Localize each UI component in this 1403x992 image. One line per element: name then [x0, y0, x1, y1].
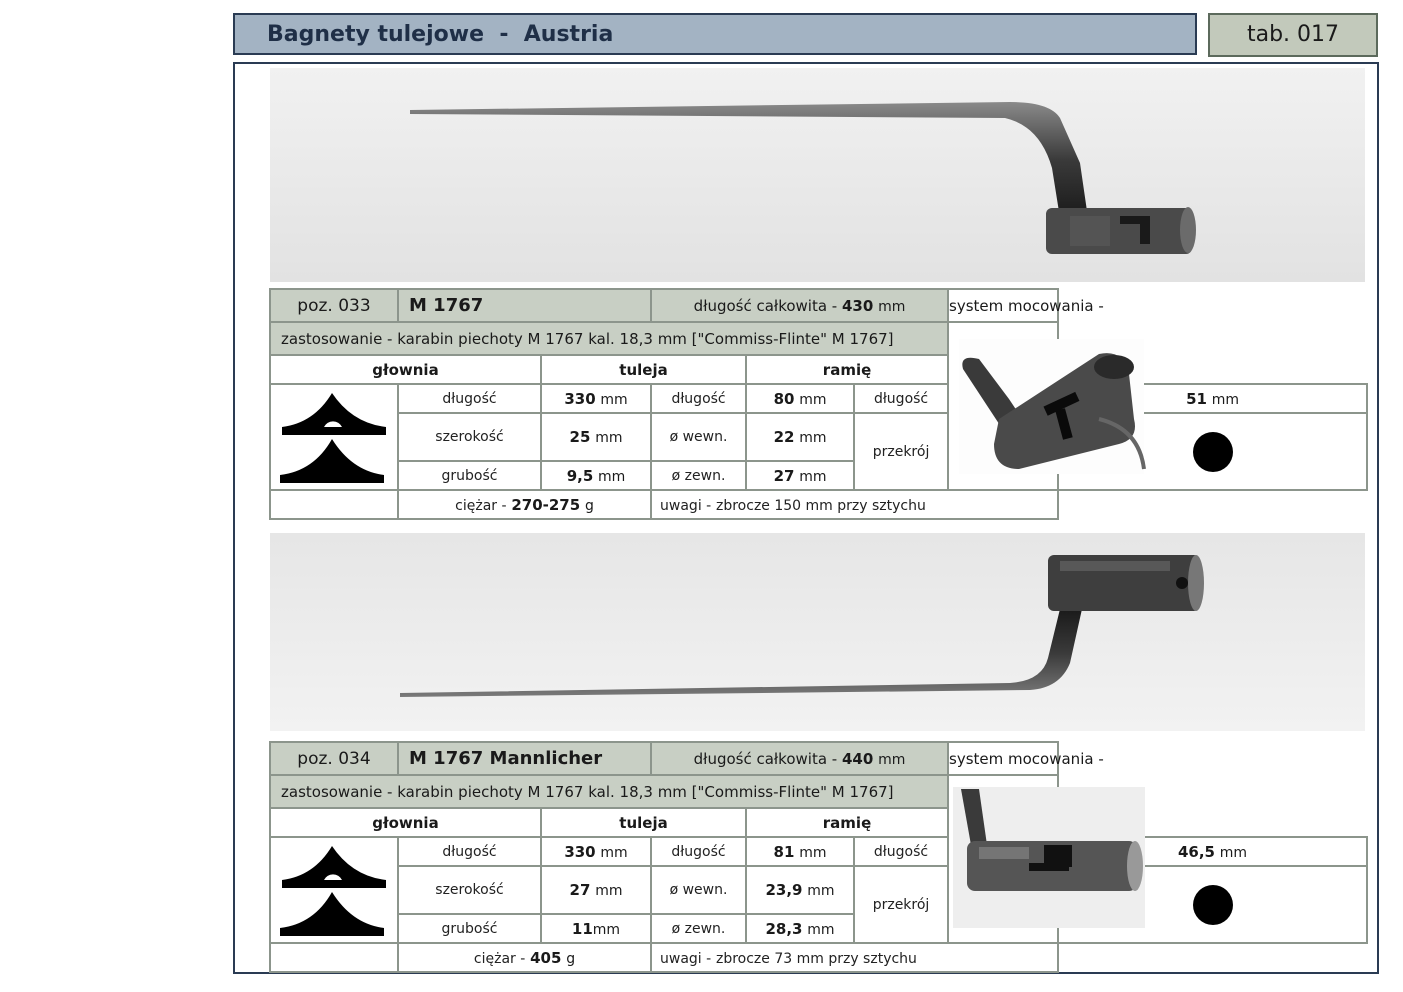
round-cross-section-icon [1193, 432, 1233, 472]
socket-length-value: 80 [773, 389, 795, 408]
unit: mm [799, 844, 827, 861]
blade-thickness-cell [541, 461, 651, 490]
unit: mm [592, 921, 621, 938]
socket-inner-label: ø wewn. [651, 413, 746, 461]
arm-length-label: długość [854, 384, 948, 413]
round-cross-section-icon [1193, 885, 1233, 925]
blade-header: głownia [270, 355, 541, 384]
poz-label: poz. [297, 295, 333, 316]
weight-value: 270-275 [511, 495, 581, 514]
socket-header: tuleja [541, 355, 746, 384]
blade-width-value: 25 [569, 428, 591, 446]
socket-inner-value: 22 [773, 428, 795, 446]
socket-inner-cell [746, 866, 854, 914]
weight-cell [398, 943, 651, 972]
blade-width-cell [541, 866, 651, 914]
socket-outer-cell [746, 461, 854, 490]
spec-table-033 [269, 288, 1368, 520]
unit: g [566, 950, 576, 967]
unit: mm [595, 883, 623, 899]
socket-outer-value: 28,3 [765, 919, 803, 938]
poz-cell [270, 742, 398, 775]
unit: mm [799, 391, 827, 408]
total-length-cell [651, 289, 948, 322]
blade-length-value: 330 [564, 389, 596, 408]
notes-label: uwagi - [660, 950, 712, 967]
socket-inner-label: ø wewn. [651, 866, 746, 914]
blade-length-label: długość [398, 837, 541, 866]
usage-text: zastosowanie - karabin piechoty M 1767 kal. 18,3 mm ["Commiss-Flinte" M 1767] [270, 322, 948, 355]
notes-cell [651, 490, 1058, 519]
blade-cross-section-cell [270, 837, 398, 943]
total-length-cell [651, 742, 948, 775]
weight-value: 405 [530, 948, 562, 967]
mount-system-image [949, 785, 1149, 930]
unit: mm [1219, 844, 1248, 861]
poz-number: 033 [338, 295, 371, 316]
unit: mm [807, 883, 835, 899]
empty-cell [270, 490, 398, 519]
socket-header: tuleja [541, 808, 746, 837]
total-length-label: długość całkowita - [693, 749, 838, 768]
blade-cross-section-icon [274, 838, 394, 938]
unit: mm [878, 751, 906, 768]
mount-system-image [949, 329, 1149, 479]
page-header [233, 13, 1197, 55]
blade-cross-section-icon [274, 385, 394, 485]
arm-section-label: przekrój [854, 866, 948, 943]
socket-length-label: długość [651, 384, 746, 413]
unit: mm [595, 430, 623, 446]
total-length-label: długość całkowita - [693, 296, 838, 315]
arm-header: ramię [746, 808, 948, 837]
blade-width-label: szerokość [398, 866, 541, 914]
socket-outer-value: 27 [773, 466, 795, 485]
socket-length-cell [746, 384, 854, 413]
blade-header: głownia [270, 808, 541, 837]
blade-length-cell [541, 384, 651, 413]
notes-value: zbrocze 73 mm przy sztychu [715, 950, 917, 967]
blade-length-label: długość [398, 384, 541, 413]
blade-width-cell [541, 413, 651, 461]
mount-photo-cell [948, 322, 1058, 490]
spec-table-034 [269, 741, 1368, 973]
socket-outer-label: ø zewn. [651, 461, 746, 490]
notes-label: uwagi - [660, 497, 712, 514]
unit: mm [799, 468, 827, 485]
unit: mm [807, 921, 835, 938]
blade-width-label: szerokość [398, 413, 541, 461]
system-label: system mocowania - [948, 289, 1058, 322]
arm-length-value: 51 [1186, 389, 1207, 408]
socket-inner-cell [746, 413, 854, 461]
blade-thickness-label: grubość [398, 461, 541, 490]
unit: mm [598, 468, 626, 485]
weight-label: ciężar - [473, 950, 526, 967]
weight-cell [398, 490, 651, 519]
notes-value: zbrocze 150 mm przy sztychu [716, 497, 926, 514]
total-length-value: 430 [842, 296, 874, 315]
model-name: M 1767 Mannlicher [398, 742, 651, 775]
poz-cell [270, 289, 398, 322]
arm-length-label: długość [854, 837, 948, 866]
notes-cell [651, 943, 1058, 972]
bayonet-photo-034 [270, 533, 1365, 731]
table-number: tab. 017 [1208, 13, 1378, 57]
blade-width-value: 27 [569, 881, 591, 899]
total-length-value: 440 [841, 749, 874, 768]
blade-thickness-value: 9,5 [566, 466, 594, 485]
unit: mm [600, 844, 628, 861]
arm-length-value: 46,5 [1177, 842, 1215, 861]
usage-text: zastosowanie - karabin piechoty M 1767 kal. 18,3 mm ["Commiss-Flinte" M 1767] [270, 775, 948, 808]
blade-thickness-value: 11 [571, 919, 593, 938]
socket-inner-value: 23,9 [765, 881, 803, 899]
weight-label: ciężar - [455, 497, 507, 514]
blade-length-cell [541, 837, 651, 866]
blade-length-value: 330 [564, 842, 596, 861]
blade-thickness-label: grubość [398, 914, 541, 943]
socket-length-label: długość [651, 837, 746, 866]
mount-photo-cell [948, 775, 1058, 943]
unit: mm [1211, 391, 1239, 408]
socket-length-value: 81 [773, 842, 795, 861]
empty-cell [270, 943, 398, 972]
arm-section-label: przekrój [854, 413, 948, 490]
model-name: M 1767 [398, 289, 651, 322]
socket-outer-label: ø zewn. [651, 914, 746, 943]
blade-thickness-cell [541, 914, 651, 943]
bayonet-photo-033 [270, 68, 1365, 282]
unit: mm [878, 298, 906, 315]
system-label: system mocowania - [948, 742, 1058, 775]
arm-header: ramię [746, 355, 948, 384]
blade-cross-section-cell [270, 384, 398, 490]
unit: g [584, 497, 594, 514]
page-title: Bagnety tulejowe - Austria [267, 22, 614, 47]
poz-label: poz. [297, 748, 333, 769]
poz-number: 034 [338, 748, 371, 769]
socket-length-cell [746, 837, 854, 866]
unit: mm [600, 391, 628, 408]
unit: mm [799, 430, 827, 446]
socket-outer-cell [746, 914, 854, 943]
